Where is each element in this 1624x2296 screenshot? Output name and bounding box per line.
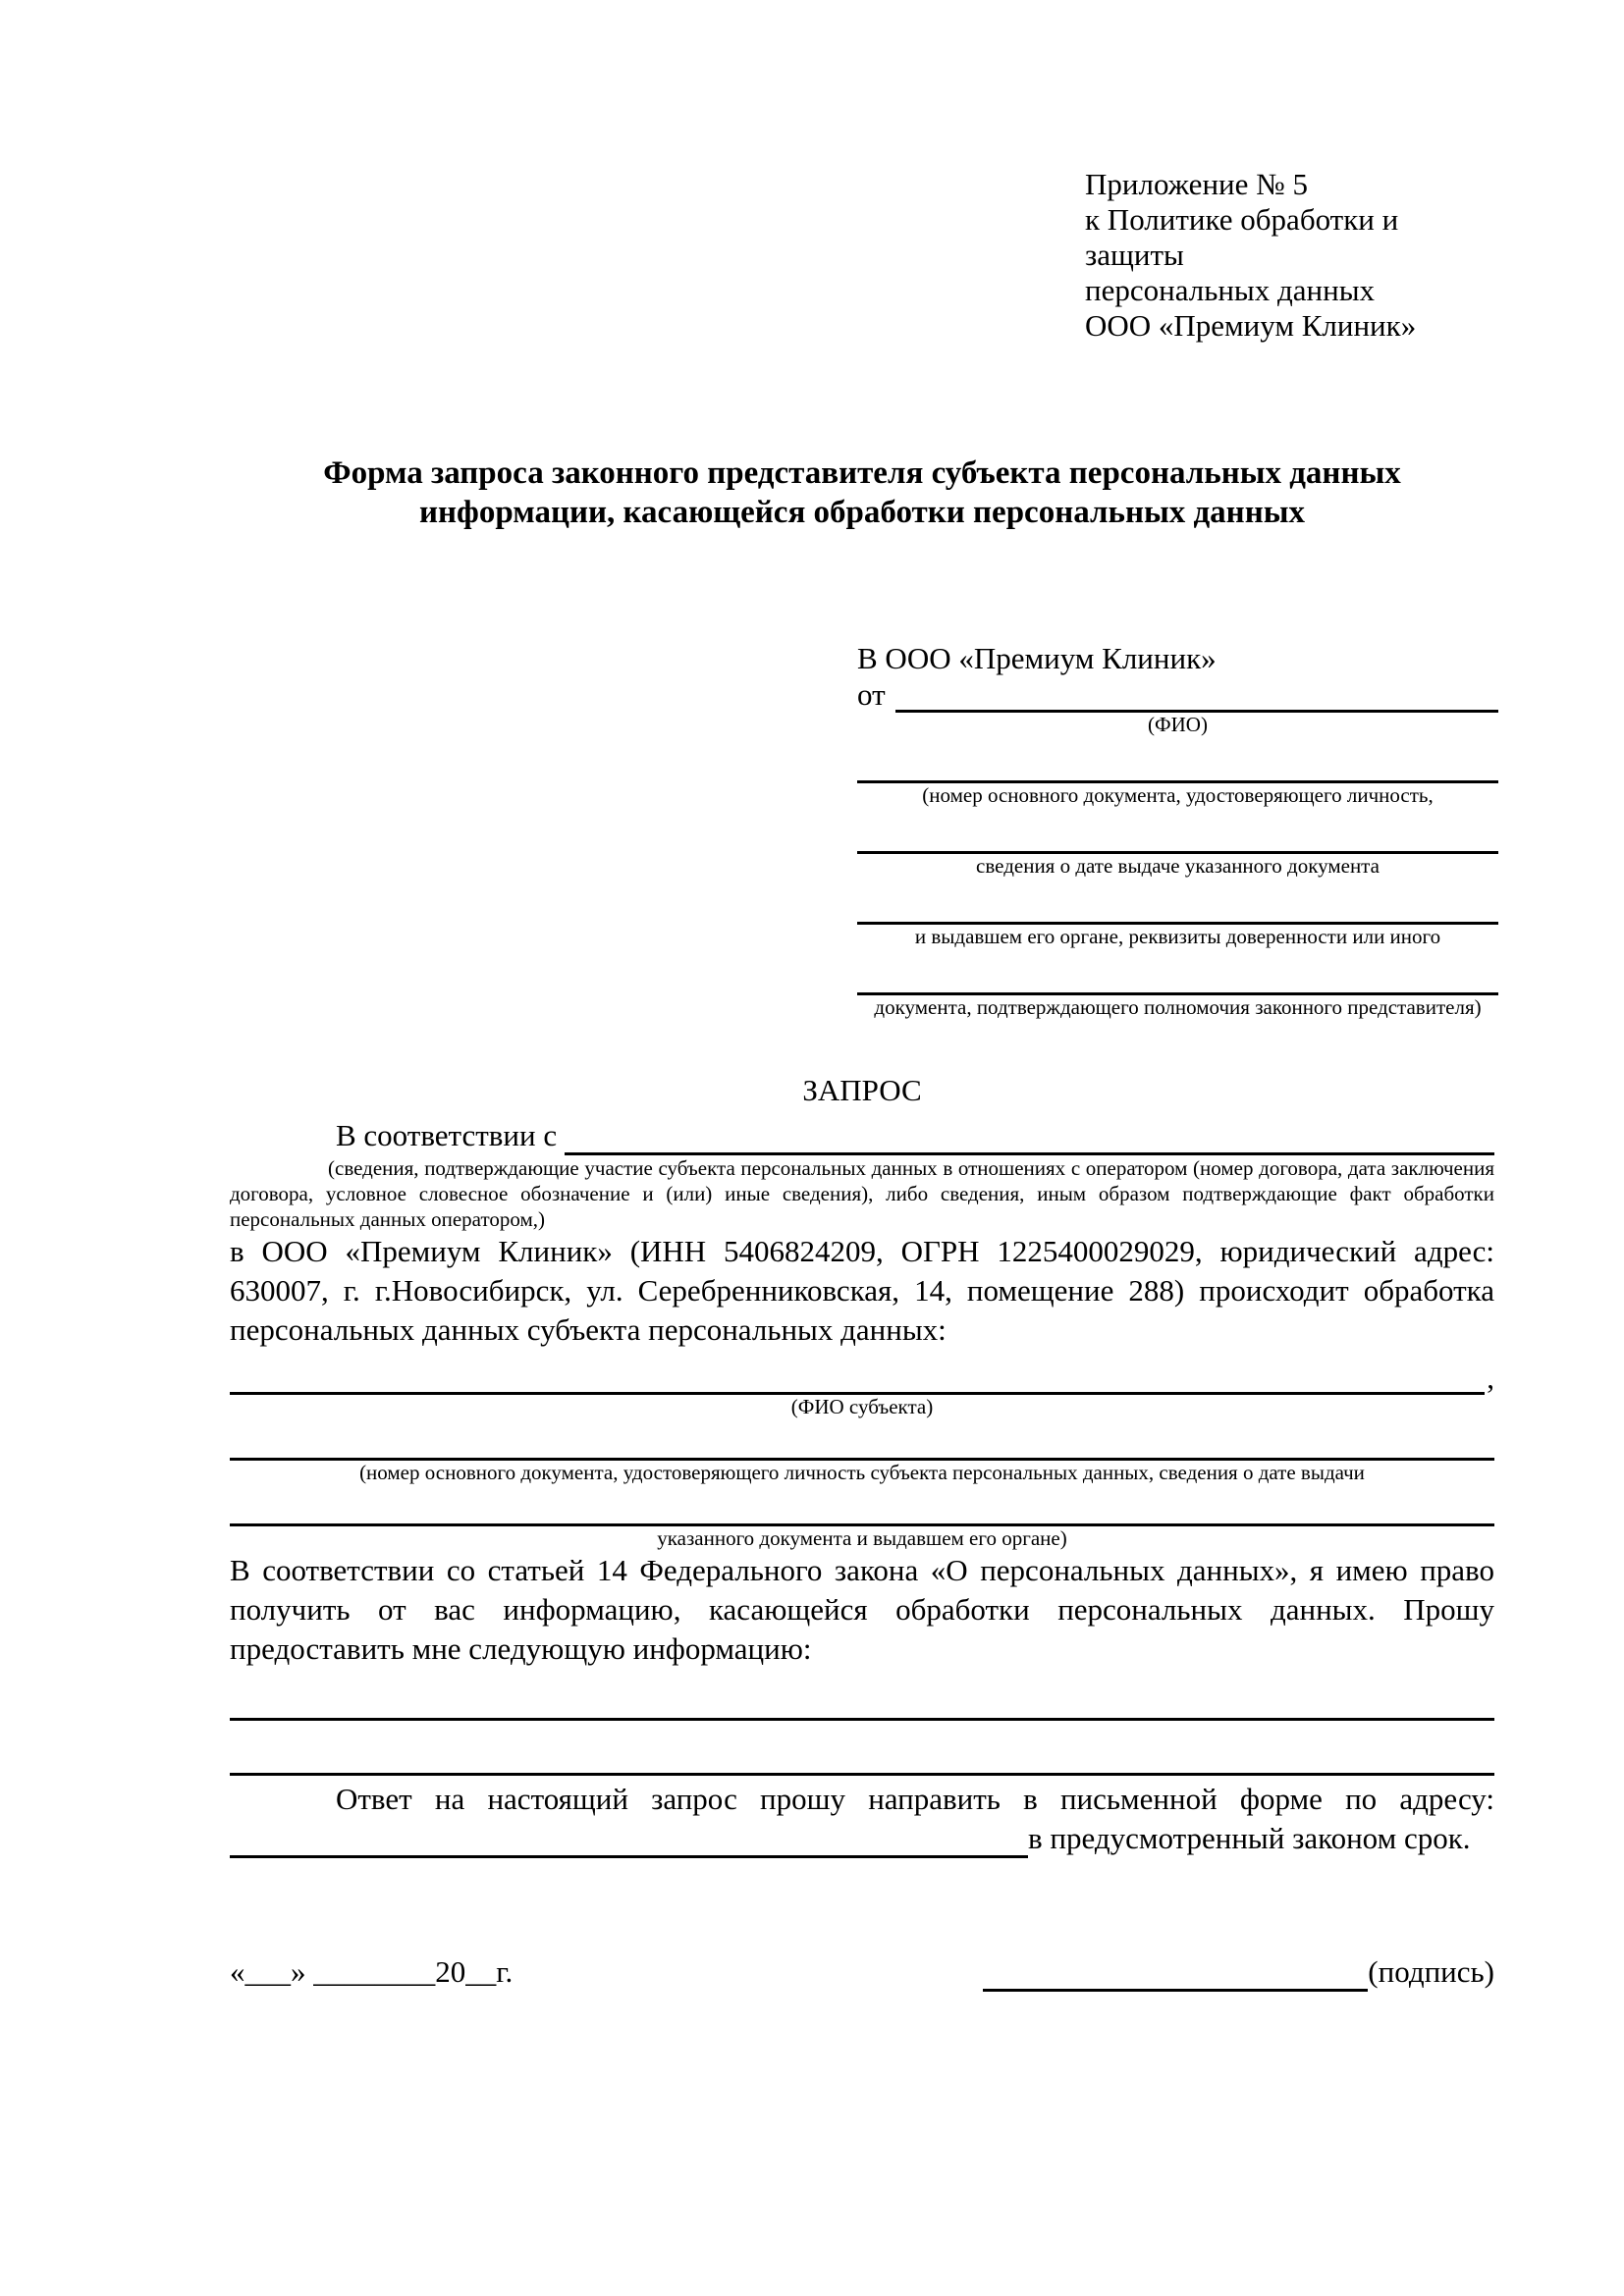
appendix-line: к Политике обработки и защиты [1085, 202, 1399, 272]
reply-tail-text: в предусмотренный законом срок. [1028, 1821, 1471, 1855]
intro-row [230, 1116, 1494, 1155]
document-issue-date-field[interactable] [857, 808, 1498, 854]
subject-document-issuer-field[interactable] [230, 1485, 1494, 1526]
requested-info-field-2[interactable] [230, 1721, 1494, 1776]
subject-doc-caption: (номер основного документа, удостоверяющего личность субъекта персональных данных, сведения о дате выдачи [359, 1461, 1365, 1484]
representative-document-field[interactable] [857, 737, 1498, 783]
subject-fio-field[interactable] [230, 1362, 1485, 1395]
addressee-to: В ООО «Премиум Клиник» [857, 641, 1217, 675]
signature-caption: (подпись) [1368, 1954, 1494, 1989]
signature-row [230, 1952, 1494, 1992]
appendix-line: ООО «Премиум Клиник» [1085, 308, 1417, 343]
field-caption: и выдавшем его органе, реквизиты доверенности или иного [914, 925, 1441, 948]
addressee-from-row [857, 677, 1498, 713]
law-paragraph: В соответствии со статьей 14 Федерального закона «О персональных данных», я имею право получить от вас информацию, касающейся обработки персональных данных. Прошу предоставить мне следующую информацию: [230, 1553, 1494, 1666]
field-caption: документа, подтверждающего полномочия законного представителя) [874, 995, 1482, 1019]
field-caption: сведения о дате выдаче указанного документа [976, 854, 1380, 878]
request-heading: ЗАПРОС [802, 1073, 922, 1107]
subject-line-comma: , [1487, 1361, 1494, 1395]
authority-document-field[interactable] [857, 949, 1498, 995]
date-field[interactable]: «___» ________20__г. [230, 1954, 514, 1989]
page-title: Форма запроса законного представителя субъекта персональных данных информации, касающейся обработки персональных данных [323, 455, 1401, 530]
field-caption: (номер основного документа, удостоверяющего личность, [922, 783, 1434, 807]
subject-fio-row [230, 1362, 1494, 1395]
appendix-line: Приложение № 5 [1085, 167, 1308, 201]
signature-group [983, 1952, 1494, 1992]
intro-label: В соответствии с [336, 1118, 558, 1152]
operator-paragraph: в ООО «Премиум Клиник» (ИНН 5406824209, ОГРН 1225400029029, юридический адрес: 630007, г. г.Новосибирск, ул. Серебренниковская, 14, помещение 288) происходит обработка персональных данных субъекта персональных данных: [230, 1234, 1494, 1347]
fio-caption: (ФИО) [1148, 713, 1208, 736]
subject-document-field[interactable] [230, 1419, 1494, 1461]
signature-field[interactable] [983, 1960, 1368, 1992]
addressee-block [857, 640, 1498, 1020]
reply-address-row [230, 1819, 1494, 1858]
reply-paragraph: Ответ на настоящий запрос прошу направить в письменной форме по адресу: [336, 1782, 1494, 1816]
reply-address-field[interactable] [230, 1825, 1028, 1858]
subject-doc-caption: указанного документа и выдавшем его органе) [657, 1526, 1067, 1550]
subject-fio-caption: (ФИО субъекта) [790, 1395, 934, 1418]
appendix-block [1085, 167, 1494, 344]
from-label: от [857, 677, 886, 712]
issuing-authority-field[interactable] [857, 879, 1498, 925]
intro-note: (сведения, подтверждающие участие субъекта персональных данных в отношениях с оператором (номер договора, дата заключения договора, условное словесное обозначение и (или) иные сведения), либо сведения, иным образом подтверждающие факт обработки персональных данных оператором,) [230, 1156, 1494, 1231]
appendix-line: персональных данных [1085, 273, 1376, 307]
